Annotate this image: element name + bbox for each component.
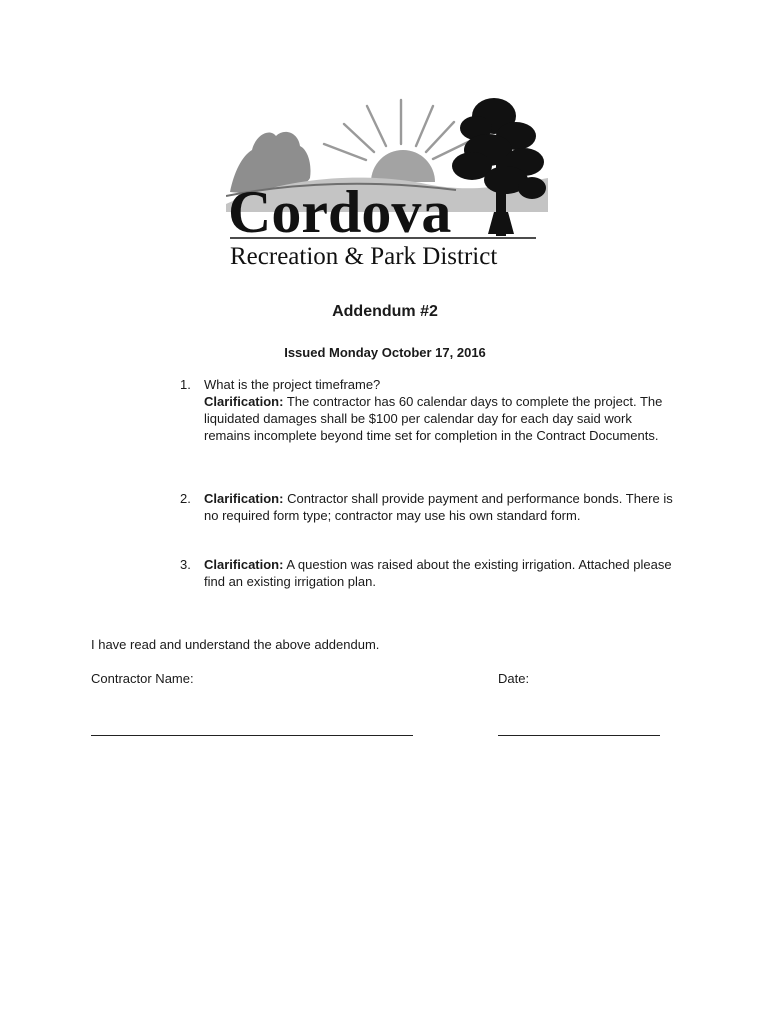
clarification-text: The contractor has 60 calendar days to complete the project. The liquidated damages shall be $100 per calendar day for each day said work remains incomplete beyond time set for completion in the Contract Documents. xyxy=(204,394,663,443)
addendum-title: Addendum #2 xyxy=(332,303,438,320)
contractor-name-line xyxy=(91,735,413,736)
clarification-label: Clarification: xyxy=(204,394,284,409)
list-item xyxy=(180,376,680,444)
item-clarification xyxy=(204,393,680,444)
date-label: Date: xyxy=(498,671,530,686)
item-clarification xyxy=(204,490,680,524)
item-number: 3. xyxy=(180,557,191,572)
list-item xyxy=(180,490,680,524)
item-number: 2. xyxy=(180,491,191,506)
cordova-logo xyxy=(226,92,548,270)
logo-subtitle: Recreation & Park District xyxy=(230,243,498,270)
clarification-text: A question was raised about the existing irrigation. Attached please find an existing irrigation plan. xyxy=(204,557,672,589)
clarification-label: Clarification: xyxy=(204,557,284,572)
item-question: What is the project timeframe? xyxy=(204,377,381,392)
item-body xyxy=(204,376,680,444)
item-body xyxy=(204,490,680,524)
clarification-label: Clarification: xyxy=(204,491,284,506)
list-item xyxy=(180,556,680,590)
logo-wordmark: Cordova xyxy=(228,179,452,245)
issued-date: Issued Monday October 17, 2016 xyxy=(284,345,486,360)
acknowledgement-text: I have read and understand the above addendum. xyxy=(91,637,380,652)
clarification-text: Contractor shall provide payment and performance bonds. There is no required form type; contractor may use his own standard form. xyxy=(204,491,673,523)
item-clarification xyxy=(204,556,680,590)
item-body xyxy=(204,556,680,590)
date-line xyxy=(498,735,660,736)
item-number: 1. xyxy=(180,377,191,392)
contractor-name-label: Contractor Name: xyxy=(91,671,194,686)
